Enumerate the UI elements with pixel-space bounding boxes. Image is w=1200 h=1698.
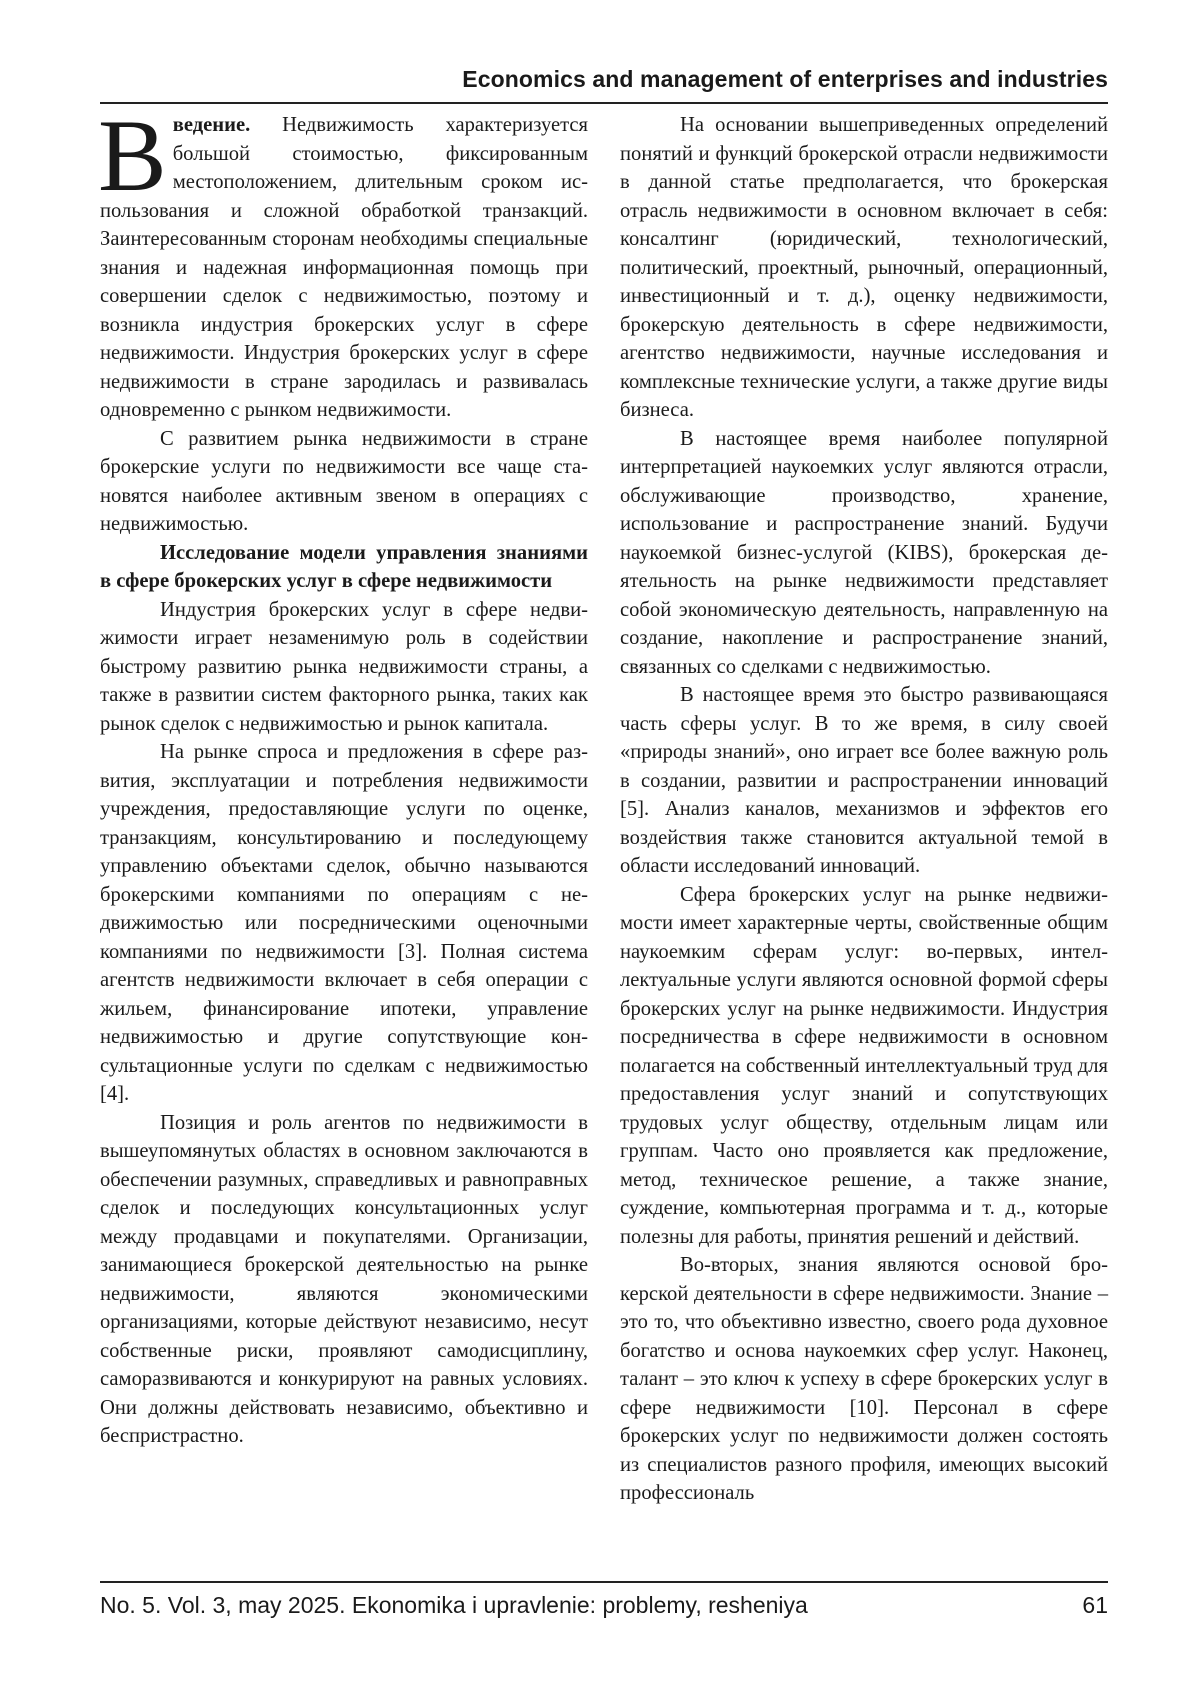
body-paragraph: В настоящее время это быстро развивающаяся часть сферы услуг. В то же время, в силу своей «природы знаний», оно играет все более важную роль в создании, развитии и распространении инноваций [5]. Анализ каналов, механизмов и эффектов его воздействия также становится актуальной темой в области исследований инноваций. <box>620 684 1108 877</box>
body-paragraph: С развитием рынка недвижимости в стране брокерские услуги по недвижимости все чаще становятся наиболее активным звеном в операциях с недвижимостью. <box>100 427 588 535</box>
right-column <box>620 111 1108 1508</box>
body-paragraph: В настоящее время наиболее популярной интерпретацией наукоемких услуг являются отрасли, обслуживающие производство, хранение, использование и распространение знаний. Будучи наукоемкой бизнес-услугой (KIBS), брокерская деятельность на рынке недвижимости представляет собой экономическую деятельность, направленную на создание, накопление и распространение знаний, связанных со сделками с недвижимостью. <box>620 427 1108 678</box>
footer-citation: No. 5. Vol. 3, may 2025. Ekonomika i upravlenie: problemy, resheniya <box>100 1592 808 1618</box>
intro-text: Недвижимость характеризуется большой стоимостью, фиксированным местоположением, длительным сроком использования и сложной обработкой транзакций. Заинтересованным сторонам необходимы специальные знания и надежная информационная помощь при совершении сделок с недвижимостью, поэтому и возникла индустрия брокерских услуг в сфере недвижимости. Индустрия брокерских услуг в сфере недвижимости в стране зародилась и развивалась одновременно с рынком недвижимости. <box>100 114 588 421</box>
body-paragraph: Позиция и роль агентов по недвижимости в вышеупомянутых областях в основном заключаются в обеспечении разумных, справедливых и равноправных сделок и последующих консультационных услуг между продавцами и покупателями. Организации, занимающиеся брокерской деятельностью на рынке недвижимости, являются экономическими организациями, которые действуют независимо, несут собственные риски, проявляют самодисциплину, саморазвиваются и конкурируют на равных условиях. Они должны действовать независимо, объективно и беспристрастно. <box>100 1111 588 1447</box>
body-paragraph: На основании вышеприведенных определений понятий и функций брокерской отрасли недвижимости в данной статье предполагается, что брокерская отрасль недвижимости в основном включает в себя: консалтинг (юридический, технологический, политический, проектный, рыночный, операционный, инвестиционный и т. д.), оценку недвижимости, брокерскую деятельность в сфере недвижимости, агентство недвижимости, научные исследования и комплексные технические услуги, а также другие виды бизнеса. <box>620 114 1108 421</box>
page-number: 61 <box>1082 1592 1108 1618</box>
body-paragraph: Сфера брокерских услуг на рынке недвижимости имеет характерные черты, свойственные общим наукоемким сферам услуг: во-первых, интеллектуальные услуги являются основной формой сферы брокерских услуг на рынке недвижимости. Индустрия посредничества в сфере недвижимости в основном полагается на собственный интеллектуальный труд для предоставления услуг знаний и сопутствующих трудовых услуг обществу, отдельным лицам или группам. Часто оно проявляется как предложение, метод, техническое решение, а также знание, суждение, компьютерная программа и т. д., которые полезны для работы, принятия решений и действий. <box>620 883 1108 1248</box>
journal-section-header: Economics and management of enterprises and industries <box>462 66 1108 92</box>
footer-rule <box>100 1581 1108 1583</box>
header-rule <box>100 102 1108 104</box>
body-paragraph: На рынке спроса и предложения в сфере развития, эксплуатации и потребления недвижимости учреждения, предоставляющие услуги по оценке, транзакциям, консультированию и последующему управлению объектами сделок, обычно называются брокерскими компаниями по операциям с недвижимостью или посредническими оценочными компаниями по недвижимости [3]. Полная система агентств недвижимости включает в себя операции с жильем, финансирование ипотеки, управление недвижимостью и другие сопутствующие консультационные услуги по сделкам с недвижимостью [4]. <box>100 741 588 1105</box>
intro-paragraph <box>98 99 588 425</box>
body-paragraph: Во-вторых, знания являются основой брокерской деятельности в сфере недвижимости. Знание – это то, что объективно известно, своего рода духовное богатство и основа наукоемких сфер услуг. Наконец, талант – это ключ к успеху в сфере брокерских услуг в сфере недвижимости [10]. Персонал в сфере брокерских услуг по недвижимости должен состоять из специалистов разного профиля, имеющих высокий профессиональ <box>620 1254 1108 1504</box>
section-heading: Исследование модели управления знаниями в сфере брокерских услуг в сфере недвижимости <box>100 541 588 592</box>
left-column <box>98 99 588 1451</box>
body-paragraph: Индустрия брокерских услуг в сфере недвижимости играет незаменимую роль в содействии быстрому развитию рынка недвижимости страны, а также в развитии систем факторного рынка, таких как рынок сделок с недвижимостью и рынок капитала. <box>100 598 588 735</box>
intro-lead-word: ведение. <box>172 114 251 136</box>
drop-cap-letter: В <box>98 99 167 213</box>
